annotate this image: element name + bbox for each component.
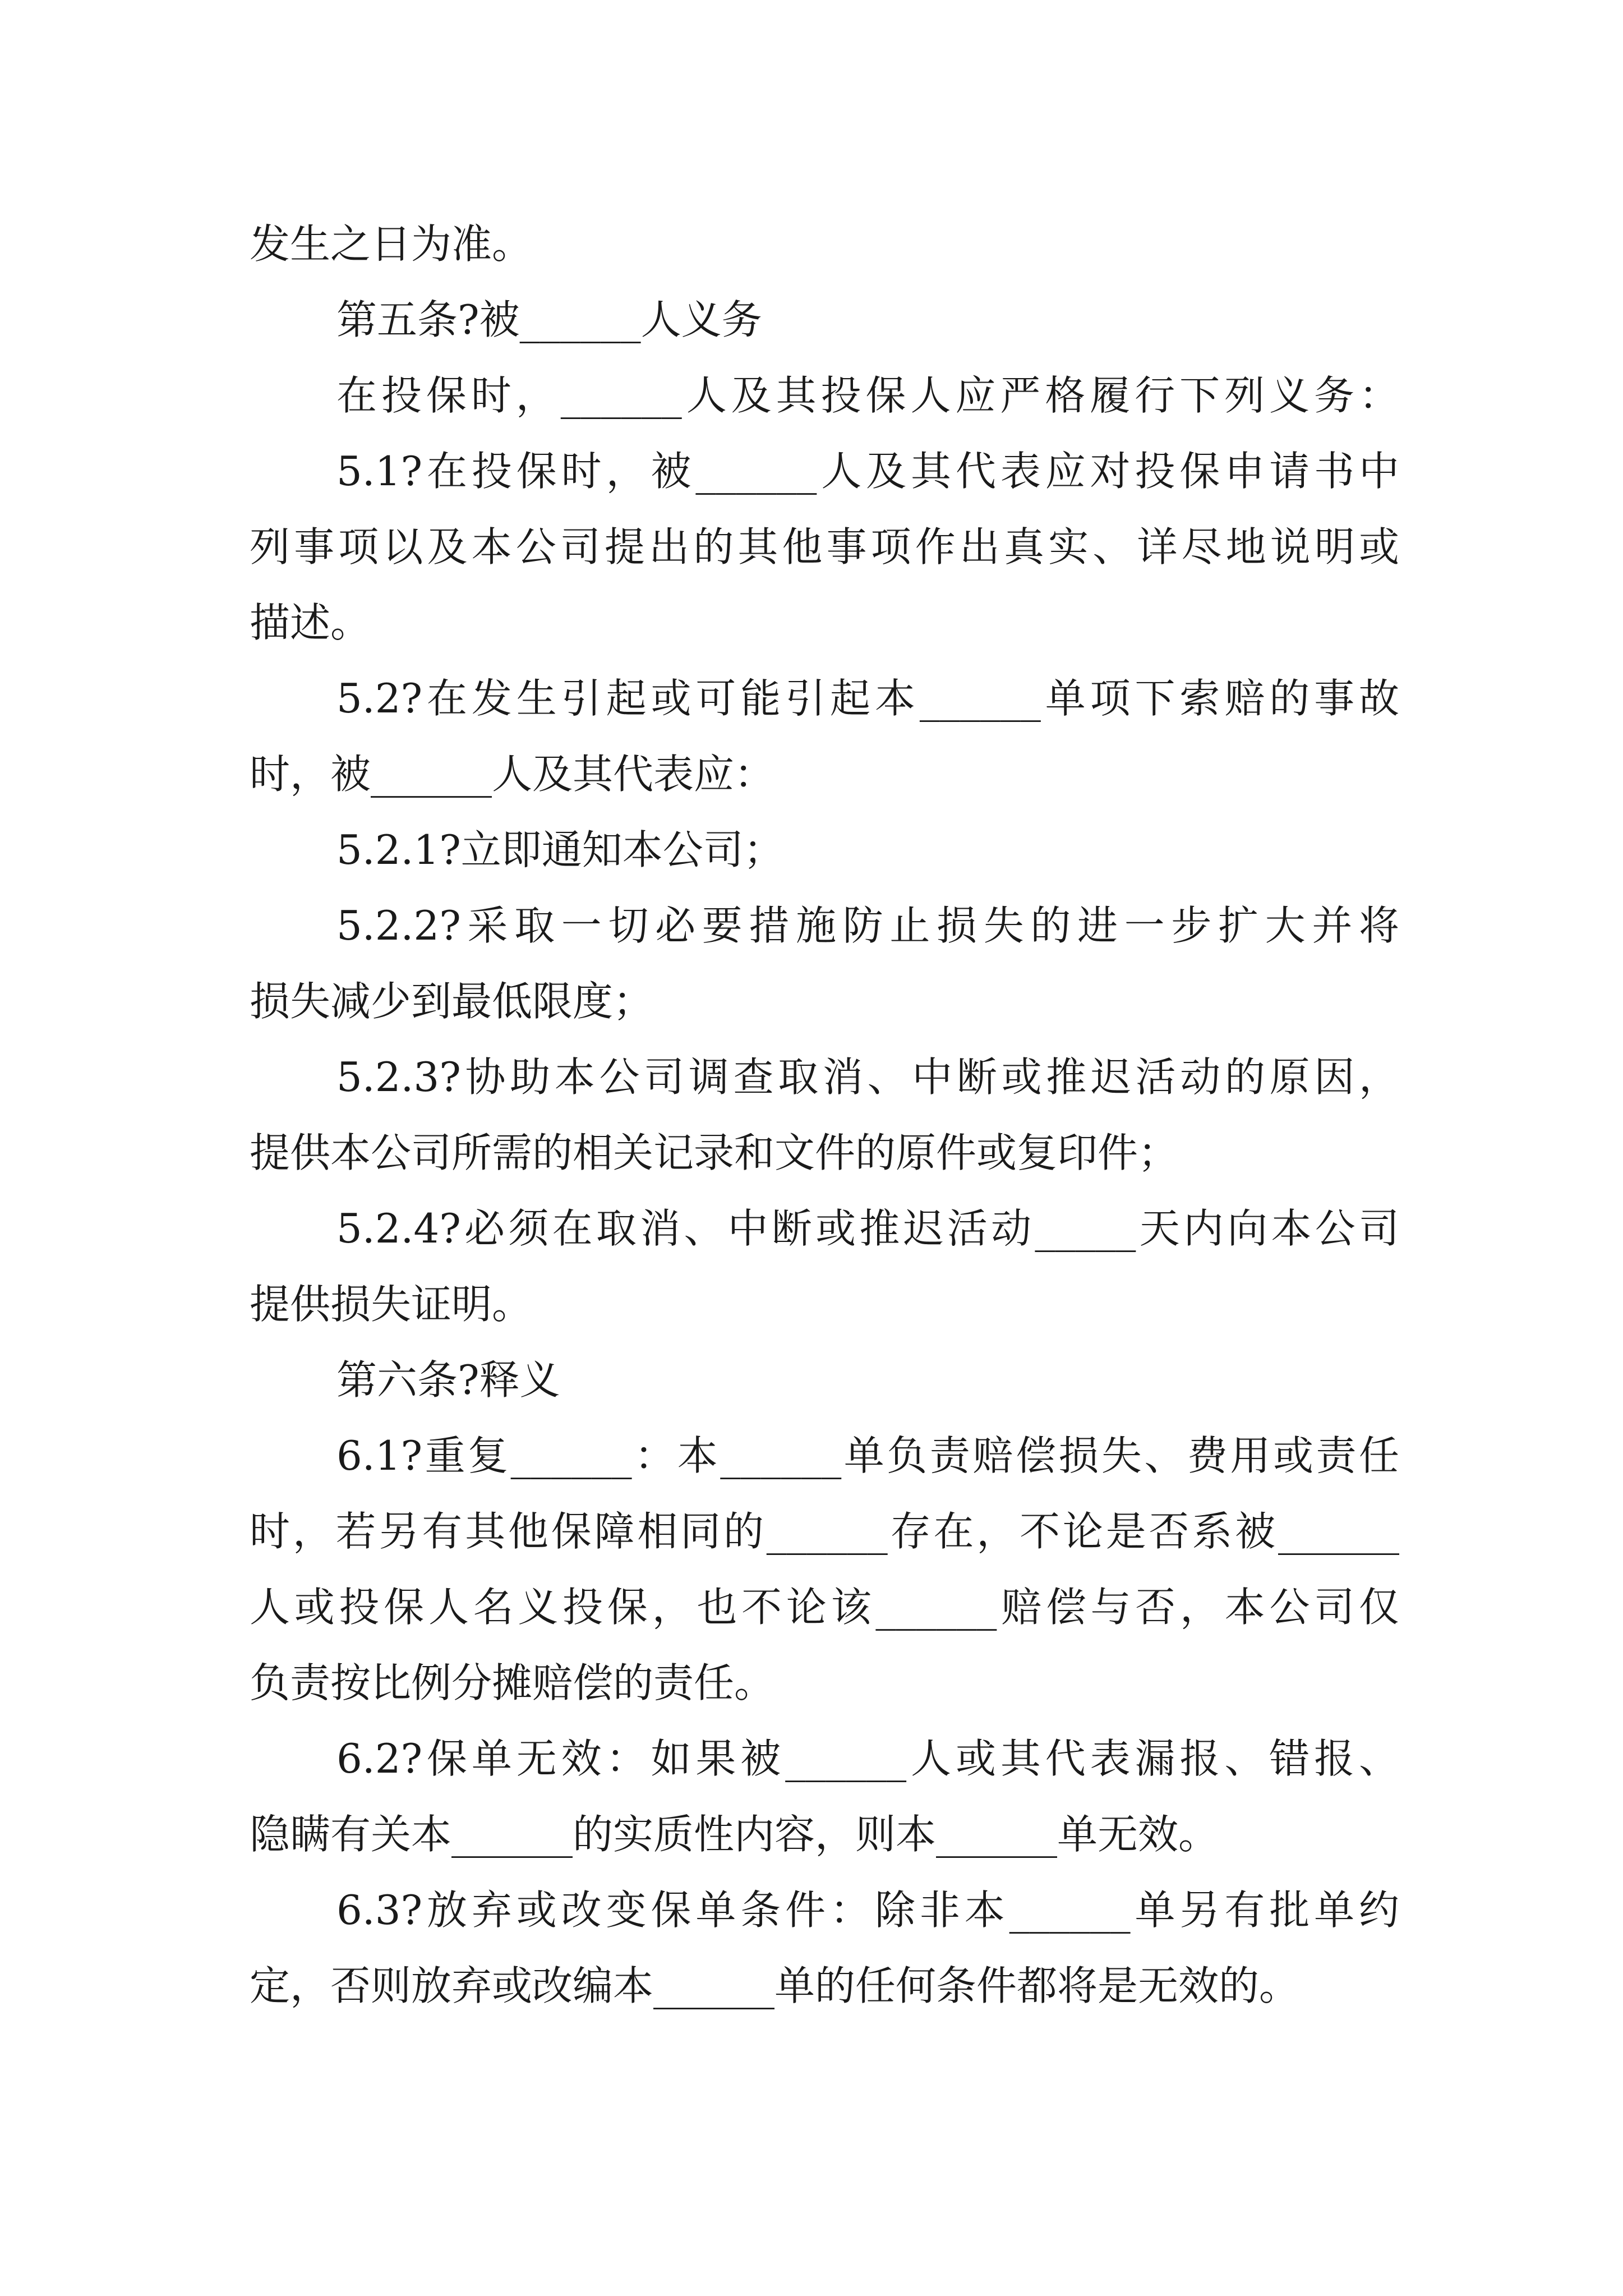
article-heading-6: 第六条?释义 (336, 1356, 560, 1404)
paragraph-line: 描述。 (250, 599, 371, 646)
clause-6-1: 6.1?重复______：本______单负责赔偿损失、费用或责任 (336, 1432, 1399, 1479)
clause-5-1: 5.1?在投保时，被______人及其代表应对投保申请书中 (336, 448, 1399, 495)
clause-5-2-3: 5.2.3?协助本公司调查取消、中断或推迟活动的原因， (336, 1053, 1399, 1101)
paragraph-line: 人或投保人名义投保，也不论该______赔偿与否，本公司仅 (250, 1584, 1399, 1631)
paragraph-line: 在投保时，______人及其投保人应严格履行下列义务： (336, 372, 1399, 419)
paragraph-line: 隐瞒有关本______的实质性内容，则本______单无效。 (250, 1811, 1219, 1858)
paragraph-line: 时，若另有其他保障相同的______存在，不论是否系被______ (250, 1508, 1399, 1555)
clause-5-2-2: 5.2.2?采取一切必要措施防止损失的进一步扩大并将 (336, 902, 1399, 949)
clause-5-2-4: 5.2.4?必须在取消、中断或推迟活动_____天内向本公司 (336, 1205, 1399, 1252)
paragraph-line: 损失减少到最低限度； (250, 978, 654, 1025)
article-heading-5: 第五条?被______人义务 (336, 296, 762, 343)
paragraph-line: 发生之日为准。 (250, 220, 533, 268)
clause-5-2-1: 5.2.1?立即通知本公司； (336, 826, 784, 873)
paragraph-line: 时，被______人及其代表应： (250, 751, 775, 798)
paragraph-line: 负责按比例分摊赔偿的责任。 (250, 1659, 775, 1706)
clause-5-2: 5.2?在发生引起或可能引起本______单项下索赔的事故 (336, 675, 1399, 722)
clause-6-2: 6.2?保单无效：如果被______人或其代表漏报、错报、 (336, 1735, 1399, 1782)
paragraph-line: 定，否则放弃或改编本______单的任何条件都将是无效的。 (250, 1962, 1300, 2009)
paragraph-line: 提供本公司所需的相关记录和文件的原件或复印件； (250, 1129, 1179, 1176)
clause-6-3: 6.3?放弃或改变保单条件：除非本______单另有批单约 (336, 1887, 1399, 1934)
paragraph-line: 列事项以及本公司提出的其他事项作出真实、详尽地说明或 (250, 523, 1399, 570)
paragraph-line: 提供损失证明。 (250, 1281, 533, 1328)
